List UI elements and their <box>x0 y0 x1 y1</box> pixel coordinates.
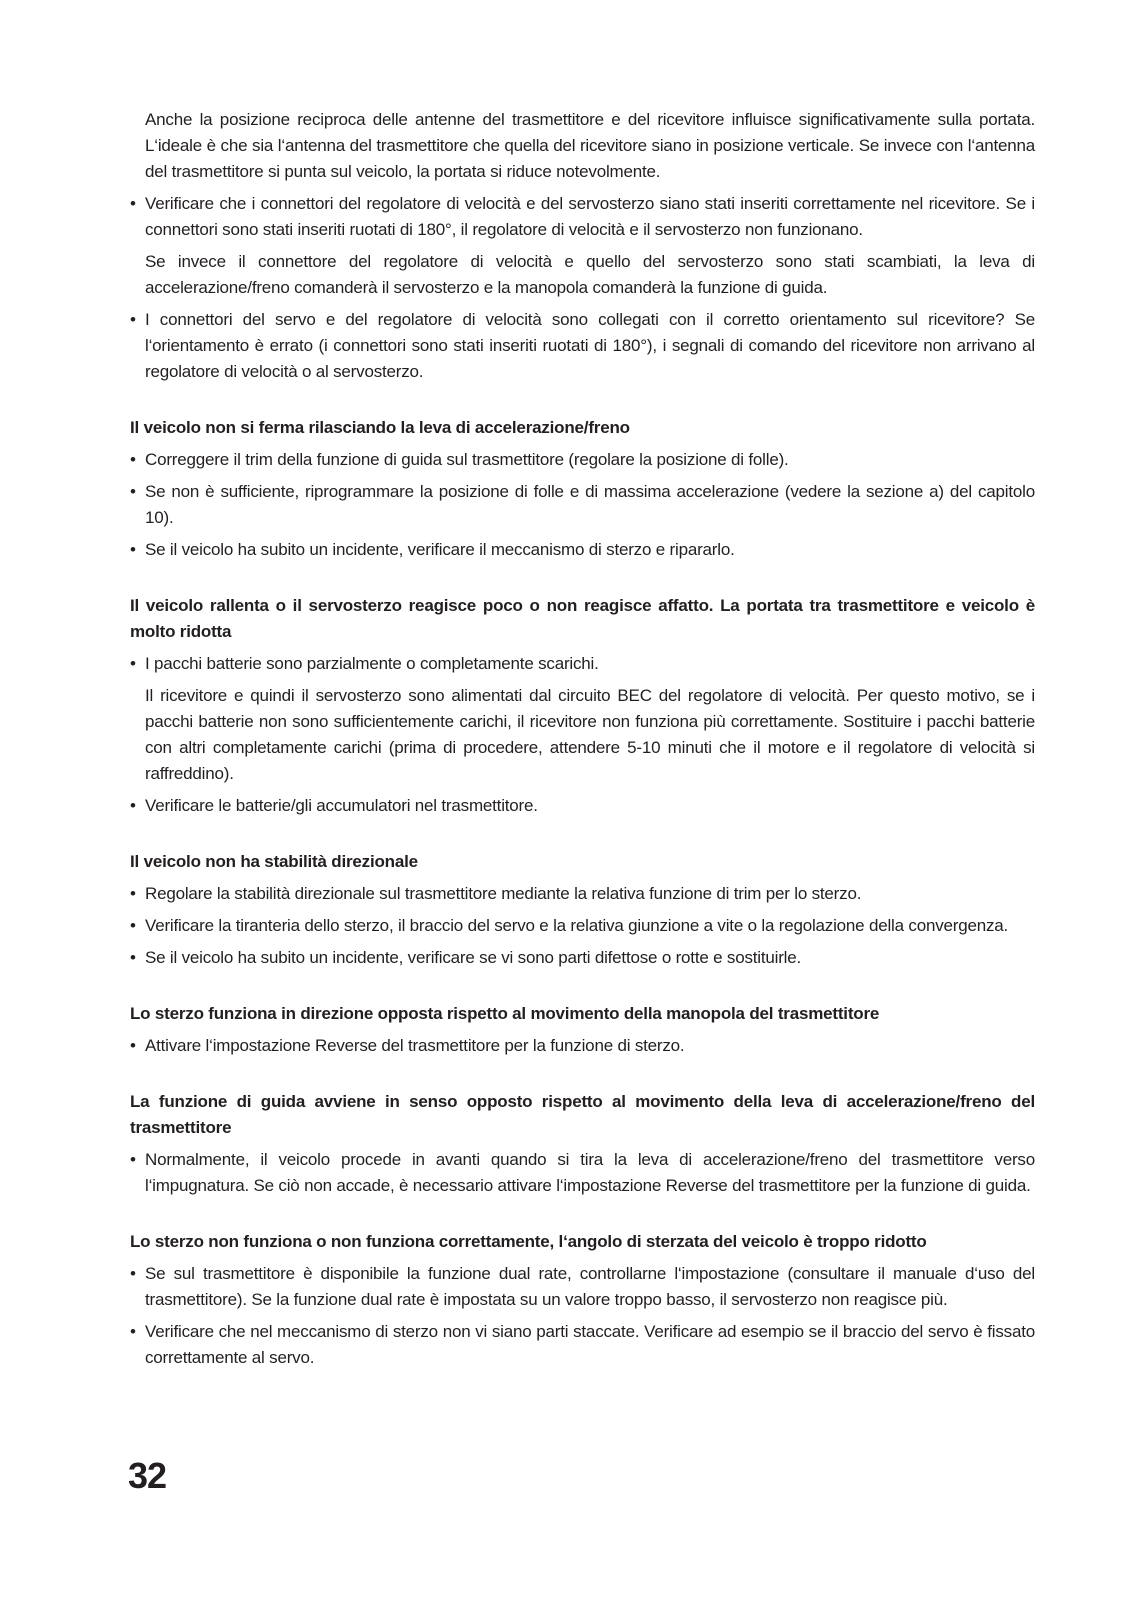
troubleshooting-sections <box>130 415 1035 1371</box>
connectors-swap-paragraph: Se invece il connettore del regolatore di velocità e quello del servosterzo sono stati scambiati, la leva di accelerazione/freno comanderà il servosterzo e la manopola comanderà la funzione di guida. <box>145 252 1035 297</box>
bullet-item: • Se non è sufficiente, riprogrammare la posizione di folle e di massima accelerazione (vedere la sezione a) del capitolo 10). <box>130 479 1035 531</box>
orientation-bullet: • I connettori del servo e del regolatore di velocità sono collegati con il corretto orientamento sul ricevitore? Se l‘orientamento è errato (i connettori sono stati inseriti ruotati di 180°), i segnali di comando del ricevitore non arrivano al regolatore di velocità o al servosterzo. <box>130 307 1035 385</box>
bullet-item: • Verificare le batterie/gli accumulatori nel trasmettitore. <box>130 793 1035 819</box>
bullet-item: • I pacchi batterie sono parzialmente o completamente scarichi. <box>130 651 1035 677</box>
page-number: 32 <box>128 1455 167 1496</box>
bullet-item: • Se il veicolo ha subito un incidente, verificare se vi sono parti difettose o rotte e sostituirle. <box>130 945 1035 971</box>
section-heading: La funzione di guida avviene in senso opposto rispetto al movimento della leva di accelerazione/freno del trasmettitore <box>130 1092 1035 1137</box>
connectors-bullet: • Verificare che i connettori del regolatore di velocità e del servosterzo siano stati inseriti correttamente nel ricevitore. Se i connettori sono stati inseriti ruotati di 180°, il regolatore di velocità e il servosterzo non funzionano. <box>130 191 1035 243</box>
bullet-item: • Se il veicolo ha subito un incidente, verificare il meccanismo di sterzo e ripararlo. <box>130 537 1035 563</box>
section-heading: Lo sterzo non funziona o non funziona correttamente, l‘angolo di sterzata del veicolo è troppo ridotto <box>130 1232 927 1251</box>
manual-page-body <box>130 107 1035 1377</box>
bullet-item: • Verificare che nel meccanismo di sterzo non vi siano parti staccate. Verificare ad esempio se il braccio del servo è fissato correttamente al servo. <box>130 1319 1035 1371</box>
bullet-item: • Verificare la tiranteria dello sterzo, il braccio del servo e la relativa giunzione a vite o la regolazione della convergenza. <box>130 913 1035 939</box>
bullet-item: • Correggere il trim della funzione di guida sul trasmettitore (regolare la posizione di folle). <box>130 447 1035 473</box>
section-heading: Il veicolo non si ferma rilasciando la leva di accelerazione/freno <box>130 418 630 437</box>
section-heading: Il veicolo non ha stabilità direzionale <box>130 852 418 871</box>
paragraph: Il ricevitore e quindi il servosterzo sono alimentati dal circuito BEC del regolatore di velocità. Per questo motivo, se i pacchi batterie non sono sufficientemente carichi, il ricevitore non funziona più correttamente. Sostituire i pacchi batterie con altri completamente carichi (prima di procedere, attendere 5-10 minuti che il motore e il regolatore di velocità si raffreddino). <box>145 686 1035 783</box>
bullet-item: • Regolare la stabilità direzionale sul trasmettitore mediante la relativa funzione di trim per lo sterzo. <box>130 881 1035 907</box>
bullet-item: • Normalmente, il veicolo procede in avanti quando si tira la leva di accelerazione/freno del trasmettitore verso l‘impugnatura. Se ciò non accade, è necessario attivare l‘impostazione Reverse del trasmettitore per la funzione di guida. <box>130 1147 1035 1199</box>
bullet-item: • Se sul trasmettitore è disponibile la funzione dual rate, controllarne l‘impostazione (consultare il manuale d‘uso del trasmettitore). Se la funzione dual rate è impostata su un valore troppo basso, il servosterzo non reagisce più. <box>130 1261 1035 1313</box>
bullet-item: • Attivare l‘impostazione Reverse del trasmettitore per la funzione di sterzo. <box>130 1033 1035 1059</box>
section-heading: Lo sterzo funziona in direzione opposta rispetto al movimento della manopola del trasmettitore <box>130 1004 880 1023</box>
section-heading: Il veicolo rallenta o il servosterzo reagisce poco o non reagisce affatto. La portata tra trasmettitore e veicolo è molto ridotta <box>130 596 1035 641</box>
intro-paragraph: Anche la posizione reciproca delle antenne del trasmettitore e del ricevitore influisce significativamente sulla portata. L‘ideale è che sia l‘antenna del trasmettitore che quella del ricevitore siano in posizione verticale. Se invece con l‘antenna del trasmettitore si punta sul veicolo, la portata si riduce notevolmente. <box>145 110 1035 181</box>
